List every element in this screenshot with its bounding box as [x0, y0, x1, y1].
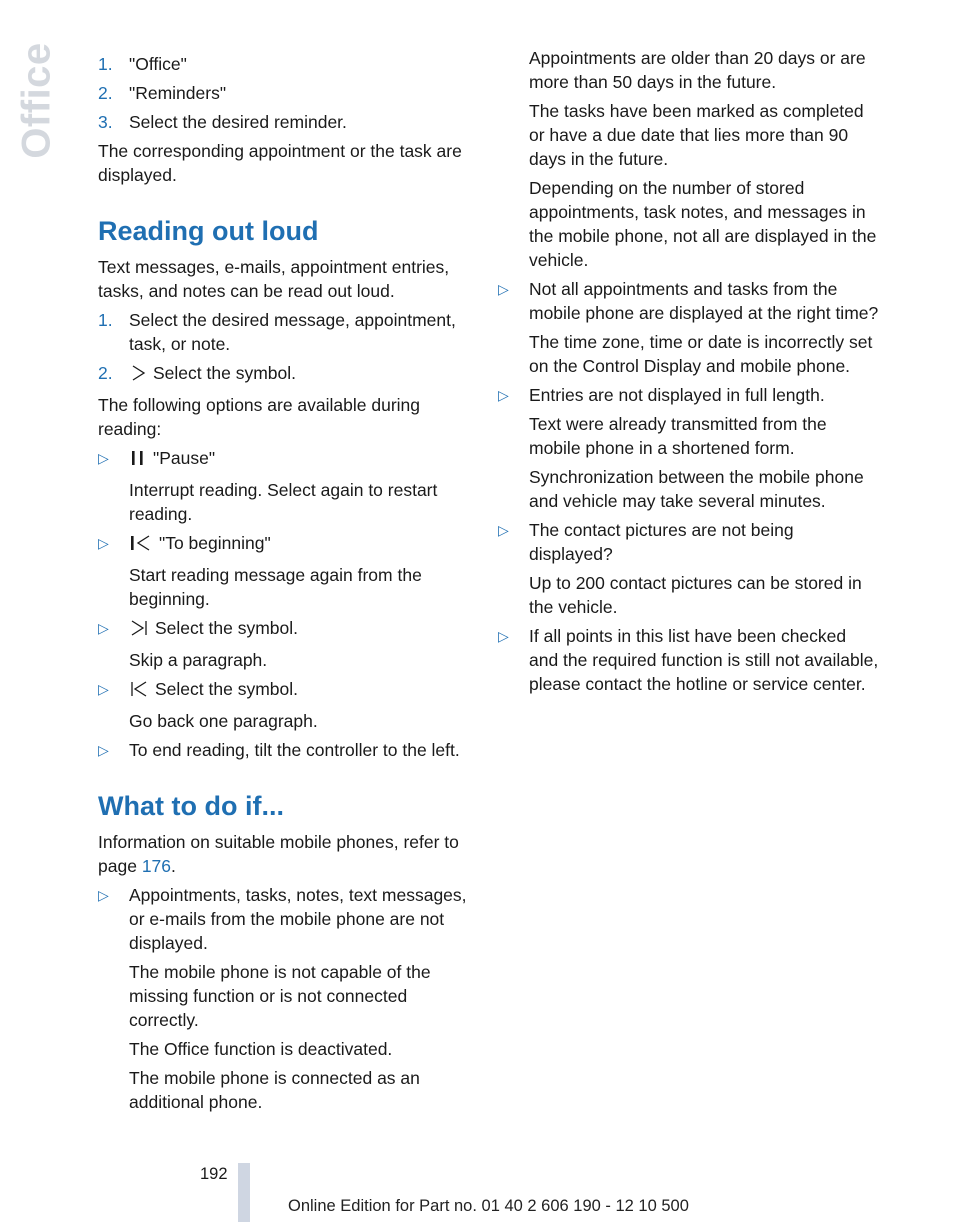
issue-detail: Up to 200 contact pictures can be stored in the vehicle.: [529, 573, 862, 617]
issue-title: Not all appointments and tasks from the mobile phone are displayed at the right time?: [529, 279, 879, 323]
option-description: Start reading message again from the beginning.: [129, 565, 422, 609]
option-label: "Pause": [153, 448, 216, 468]
skip-back-icon: [129, 680, 149, 704]
footer-divider: [238, 1163, 250, 1222]
heading-what-to-do-if: What to do if...: [98, 791, 284, 821]
left-column: [98, 52, 474, 1119]
option-item: [98, 446, 474, 526]
paragraph: [98, 830, 474, 878]
option-description: Interrupt reading. Select again to restart reading.: [129, 480, 438, 524]
paragraph: Text messages, e-mails, appointment entries, tasks, and notes can be read out loud.: [98, 257, 450, 301]
option-item: [98, 616, 474, 672]
bullet-icon: ▷: [98, 742, 109, 758]
issue-item: [498, 624, 879, 696]
continued-details: [529, 46, 879, 272]
issue-title: Entries are not displayed in full length.: [529, 385, 825, 405]
issue-detail: The tasks have been marked as completed or have a due date that lies more than 90 days in the future.: [529, 101, 864, 169]
issue-item: [498, 277, 879, 378]
bullet-icon: ▷: [98, 681, 109, 697]
step-number: 1.: [98, 310, 113, 330]
issue-detail: Synchronization between the mobile phone and vehicle may take several minutes.: [529, 467, 864, 511]
issue-detail: The time zone, time or date is incorrectly set on the Control Display and mobile phone.: [529, 332, 873, 376]
option-label: Select the symbol.: [155, 618, 298, 638]
step-text: "Reminders": [129, 83, 227, 103]
issue-detail: Depending on the number of stored appointments, task notes, and messages in the mobile phone, not all are displayed in the vehicle.: [529, 178, 877, 270]
issue-title: The contact pictures are not being displayed?: [529, 520, 794, 564]
paragraph-text: Information on suitable mobile phones, refer to page: [98, 832, 459, 876]
bullet-icon: ▷: [98, 535, 109, 551]
skip-forward-icon: [129, 619, 149, 643]
issue-item: [98, 883, 474, 1114]
step-text: Select the desired reminder.: [129, 112, 347, 132]
step-item: [98, 52, 474, 76]
bullet-icon: ▷: [98, 887, 109, 903]
period: .: [171, 856, 176, 876]
issue-list: [498, 277, 879, 696]
step-item: [98, 110, 474, 134]
to-beginning-icon: [129, 534, 153, 558]
issue-detail: Appointments are older than 20 days or are more than 50 days in the future.: [529, 48, 866, 92]
issue-detail: Text were already transmitted from the mobile phone in a shortened form.: [529, 414, 827, 458]
right-column: [498, 46, 879, 701]
edition-note: Online Edition for Part no. 01 40 2 606 190 - 12 10 500: [288, 1197, 689, 1215]
page-number: 192: [200, 1165, 228, 1183]
page-reference-link[interactable]: 176: [141, 856, 172, 876]
bullet-icon: ▷: [498, 387, 509, 403]
play-icon: [129, 364, 147, 388]
bullet-icon: ▷: [498, 522, 509, 538]
issue-item: [498, 383, 879, 513]
option-item: [98, 738, 474, 762]
step-item: [98, 361, 474, 388]
paragraph: The following options are available during reading:: [98, 395, 421, 439]
chapter-tab-label: Office: [14, 41, 59, 159]
issue-detail: The Office function is deactivated.: [129, 1039, 393, 1059]
option-label: "To beginning": [159, 533, 271, 553]
option-label: Select the symbol.: [155, 679, 298, 699]
paragraph: The corresponding appointment or the task are displayed.: [98, 141, 462, 185]
bullet-icon: ▷: [98, 620, 109, 636]
pause-icon: [129, 449, 147, 473]
bullet-icon: ▷: [498, 281, 509, 297]
issue-item: [498, 518, 879, 619]
step-number: 1.: [98, 54, 113, 74]
option-item: [98, 531, 474, 611]
step-item: [98, 81, 474, 105]
option-label: To end reading, tilt the controller to the left.: [129, 740, 460, 760]
issue-detail: The mobile phone is connected as an additional phone.: [129, 1068, 420, 1112]
option-description: Skip a paragraph.: [129, 650, 268, 670]
chapter-tab: [14, 40, 60, 160]
bullet-icon: ▷: [98, 450, 109, 466]
option-item: [98, 677, 474, 733]
step-text: Select the desired message, appointment, task, or note.: [129, 310, 456, 354]
step-item: [98, 308, 474, 356]
bullet-icon: ▷: [498, 628, 509, 644]
issue-title: If all points in this list have been checked and the required function is still not available, please contact the hotline or service center.: [529, 626, 879, 694]
step-text: "Office": [129, 54, 187, 74]
step-text: Select the symbol.: [153, 363, 296, 383]
step-number: 2.: [98, 83, 113, 103]
step-number: 3.: [98, 112, 113, 132]
issue-title: Appointments, tasks, notes, text messages, or e-mails from the mobile phone are not displayed.: [129, 885, 467, 953]
issue-detail: The mobile phone is not capable of the missing function or is not connected correctly.: [129, 962, 431, 1030]
step-number: 2.: [98, 363, 113, 383]
option-description: Go back one paragraph.: [129, 711, 318, 731]
heading-reading-out-loud: Reading out loud: [98, 216, 319, 246]
